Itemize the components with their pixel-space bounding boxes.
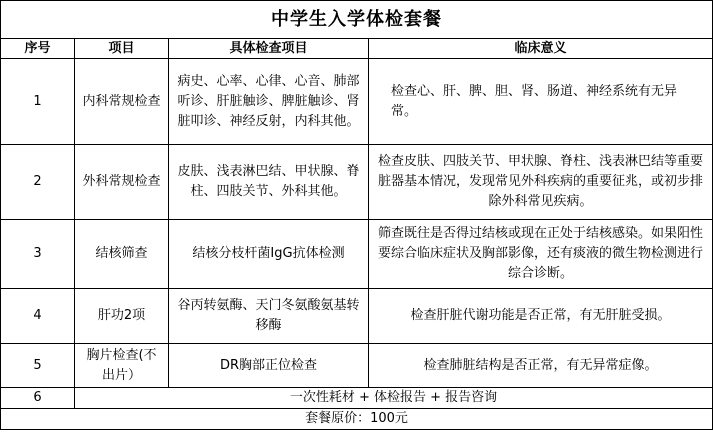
price-row	[1, 409, 713, 430]
row-seq: 6	[1, 388, 75, 409]
header-seq: 序号	[1, 39, 75, 59]
header-meaning: 临床意义	[369, 39, 713, 59]
row-meaning: 筛查既往是否得过结核或现在正处于结核感染。如果阳性要综合临床症状及胸部影像，还有痰液的微生物检测进行综合诊断。	[369, 220, 713, 289]
package-price: 套餐原价：100元	[1, 409, 713, 430]
row-item: 外科常规检查	[75, 145, 169, 220]
header-detail: 具体检查项目	[169, 39, 369, 59]
header-item: 项目	[75, 39, 169, 59]
table-row	[1, 388, 713, 409]
row-item: 结核筛查	[75, 220, 169, 289]
row-detail: DR胸部正位检查	[169, 344, 369, 388]
row-seq: 2	[1, 145, 75, 220]
row-meaning: 检查肺脏结构是否正常，有无异常症像。	[369, 344, 713, 388]
row-meaning: 检查心、肝、脾、胆、肾、肠道、神经系统有无异常。	[369, 59, 713, 145]
table-row	[1, 344, 713, 388]
row-detail: 结核分枝杆菌IgG抗体检测	[169, 220, 369, 289]
row-detail: 谷丙转氨酶、天门冬氨酸氨基转移酶	[169, 289, 369, 344]
row-seq: 1	[1, 59, 75, 145]
row-meaning: 检查肝脏代谢功能是否正常，有无肝脏受损。	[369, 289, 713, 344]
row-detail: 病史、心率、心律、心音、肺部听诊、肝脏触诊、脾脏触诊、肾脏叩诊、神经反射，内科其他。	[169, 59, 369, 145]
table-title: 中学生入学体检套餐	[1, 1, 713, 39]
row-seq: 4	[1, 289, 75, 344]
row-extras: 一次性耗材 + 体检报告 + 报告咨询	[75, 388, 713, 409]
table-row	[1, 220, 713, 289]
row-item: 胸片检查(不出片）	[75, 344, 169, 388]
table-row	[1, 59, 713, 145]
row-meaning: 检查皮肤、四肢关节、甲状腺、脊柱、浅表淋巴结等重要脏器基本情况，发现常见外科疾病的重要征兆，或初步排除外科常见疾病。	[369, 145, 713, 220]
row-item: 肝功2项	[75, 289, 169, 344]
row-seq: 3	[1, 220, 75, 289]
table-row	[1, 289, 713, 344]
row-detail: 皮肤、浅表淋巴结、甲状腺、脊柱、四肢关节、外科其他。	[169, 145, 369, 220]
table-row	[1, 145, 713, 220]
row-item: 内科常规检查	[75, 59, 169, 145]
row-seq: 5	[1, 344, 75, 388]
